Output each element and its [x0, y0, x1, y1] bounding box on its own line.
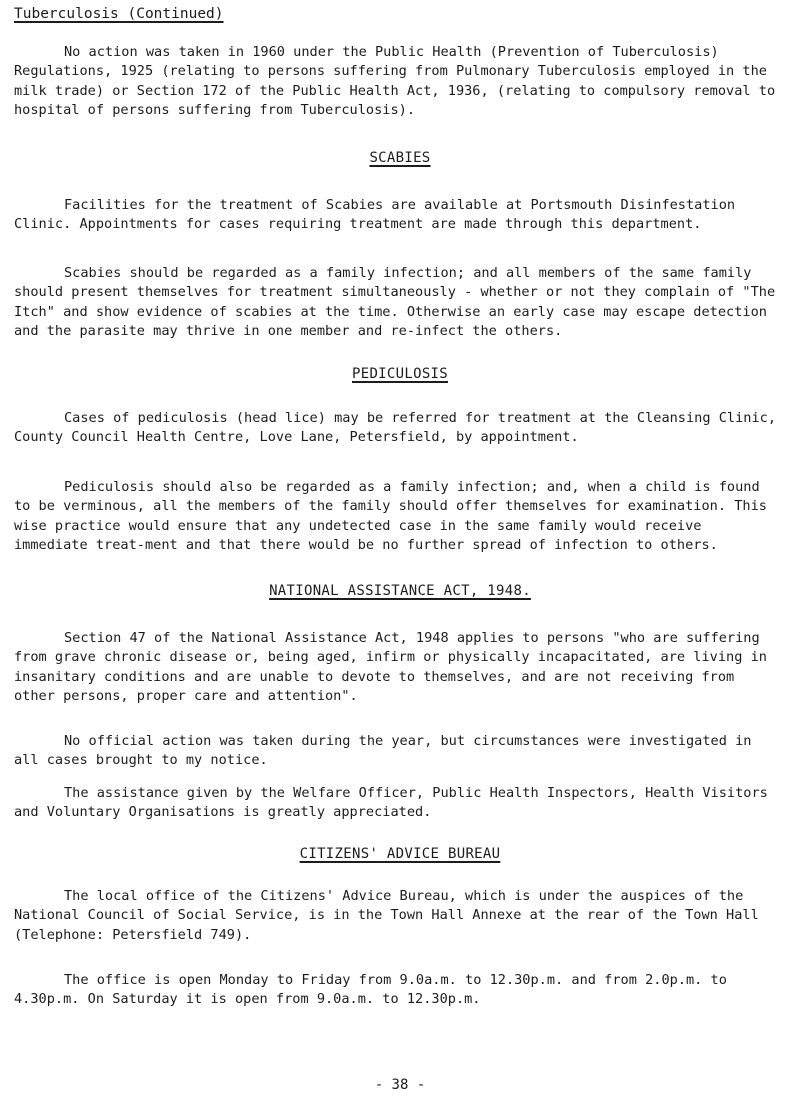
citizens-advice-heading — [0, 846, 800, 862]
national-assistance-paragraph-2: No official action was taken during the year, but circumstances were investigated in all cases brought to my notice. — [14, 733, 752, 769]
tuberculosis-paragraph: No action was taken in 1960 under the Public Health (Prevention of Tuberculosis) Regulations, 1925 (relating to persons suffering from Pulmonary Tuberculosis employed in the milk trade) or Section 172 of the Public Health Act, 1936, (relating to compulsory removal to hospital of persons suffering from Tuberculosis). — [14, 44, 776, 119]
citizens-advice-heading-text: CITIZENS' ADVICE BUREAU — [299, 846, 501, 862]
scabies-heading — [0, 150, 800, 166]
national-assistance-paragraph-1: Section 47 of the National Assistance Act, 1948 applies to persons "who are suffering from grave chronic disease or, being aged, infirm or physically incapacitated, are living in insanitary conditions and are unable to devote to themselves, and are not receiving from other persons, proper care and attention". — [14, 630, 767, 705]
scabies-heading-text: SCABIES — [369, 150, 431, 166]
citizens-advice-paragraph-2: The office is open Monday to Friday from 9.0a.m. to 12.30p.m. and from 2.0p.m. to 4.30p.m. On Saturday it is open from 9.0a.m. to 12.30p.m. — [14, 972, 727, 1008]
pediculosis-paragraph-1: Cases of pediculosis (head lice) may be referred for treatment at the Cleansing Clinic, County Council Health Centre, Love Lane, Petersfield, by appointment. — [14, 410, 777, 446]
pediculosis-paragraph-2: Pediculosis should also be regarded as a family infection; and, when a child is found to be verminous, all the members of the family should offer themselves for examination. This wise practice would ensure that any undetected case in the same family would receive immediate treat-ment and that there would be no further spread of infection to others. — [14, 479, 767, 554]
running-header-text: Tuberculosis (Continued) — [14, 6, 224, 22]
pediculosis-heading-text: PEDICULOSIS — [351, 366, 449, 382]
citizens-advice-paragraph-1: The local office of the Citizens' Advice Bureau, which is under the auspices of the National Council of Social Service, is in the Town Hall Annexe at the rear of the Town Hall (Telephone: Petersfield 749). — [14, 888, 759, 943]
national-assistance-heading-text: NATIONAL ASSISTANCE ACT, 1948. — [269, 583, 531, 599]
scabies-paragraph-1: Facilities for the treatment of Scabies are available at Portsmouth Disinfestation Clinic. Appointments for cases requiring treatment are made through this department. — [14, 197, 736, 233]
national-assistance-heading — [0, 583, 800, 599]
page-number: - 38 - — [374, 1077, 426, 1093]
running-header — [14, 6, 224, 22]
pediculosis-heading — [0, 366, 800, 382]
national-assistance-paragraph-3: The assistance given by the Welfare Officer, Public Health Inspectors, Health Visitors and Voluntary Organisations is greatly appreciated. — [14, 785, 768, 821]
scabies-paragraph-2: Scabies should be regarded as a family infection; and all members of the same family should present themselves for treatment simultaneously - whether or not they complain of "The Itch" and show evidence of scabies at the time. Otherwise an early case may escape detection and the parasite may thrive in one member and re-infect the others. — [14, 265, 776, 340]
